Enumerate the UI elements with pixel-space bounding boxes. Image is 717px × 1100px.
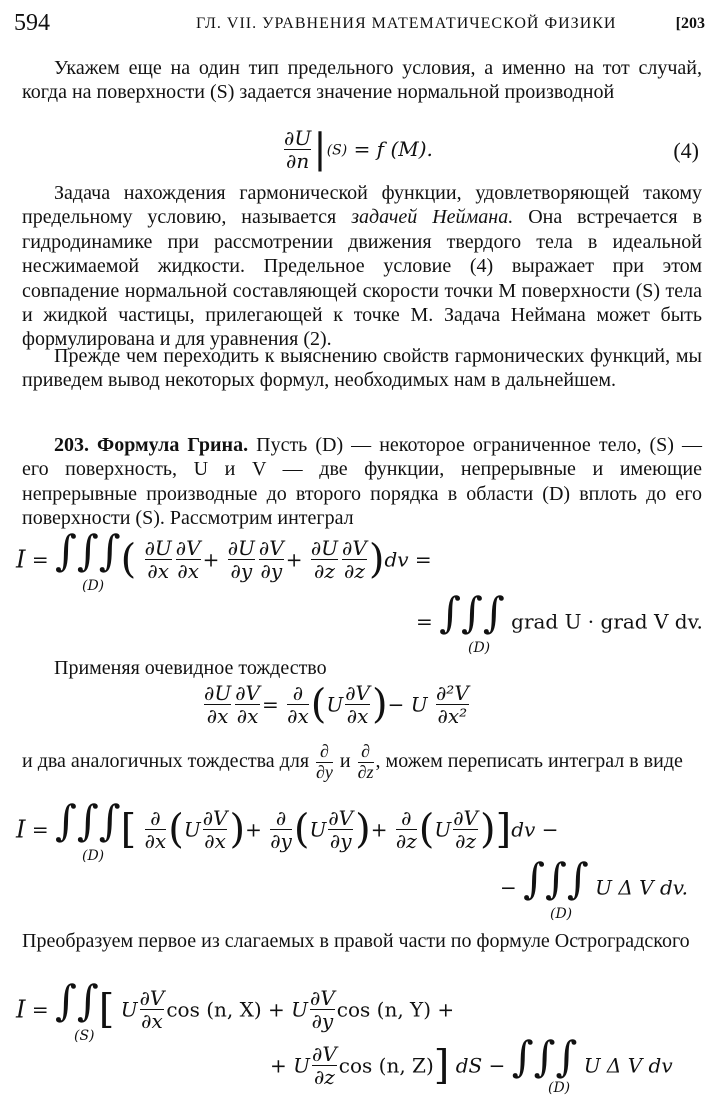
equation-ostrogradsky-cont: + U $\frac{\partial V}{\partial z}$ cos (n, Z)] dS − ∫∫∫ U Δ V dv (D) — [270, 1032, 673, 1096]
running-title: ГЛ. VII. УРАВНЕНИЯ МАТЕМАТИЧЕСКОЙ ФИЗИКИ — [196, 15, 617, 32]
equation-integral-I: I = ∫∫∫( $\frac{\partial U}{\partial x}$ $\frac{\partial V}{\partial x}$ + $\frac{\partial U}{\partial y}$ $\frac{\partial V}{\partial y}$ + $\frac{\partial U}{\partial z}$ $\frac{\partial V}{\partial z}$ )dv = (D) — [16, 526, 432, 594]
eq4-rhs: = f (M). — [353, 137, 433, 161]
paragraph-neumann-intro: Укажем еще на один тип предельного условия, а именно на тот случай, когда на поверхности (S) задается значение нормальной производной — [22, 57, 702, 104]
page-number: 594 — [14, 10, 50, 36]
equation-laplace-term: − ∫∫∫ U Δ V dv. (D) — [500, 854, 689, 922]
equation-number-4: (4) — [673, 138, 699, 163]
paragraph-ostrogradsky: Преобразуем первое из слагаемых в правой части по формуле Остроградского — [22, 930, 690, 952]
paragraph-apply: Применяя очевидное тождество — [54, 657, 327, 679]
equation-identity: $\frac{\partial U}{\partial x}$ $\frac{\partial V}{\partial x}$ = ∂ ∂x (U $\frac{\partial V}{\partial x}$ )− U $\frac{\text{∂²V}}{\text{∂x²}}$ — [204, 681, 469, 728]
section-203: 203. Формула Грина. Пусть (D) — некоторое ограниченное тело, (S) — его поверхность, U и V — две функции, непрерывные и имеющие непрерывные производные до второго порядка в области (D) вплоть до его поверхности (S). Рассмотрим интеграл — [22, 434, 702, 530]
subscript-s: (S) — [326, 142, 348, 159]
paragraph-two-identities: и два аналогичных тождества для ∂ ∂y и ∂ ∂z , можем переписать интеграл в виде — [22, 741, 683, 782]
paragraph-preface: Прежде чем переходить к выяснению свойств гармонических функций, мы приведем вывод некоторых формул, необходимых нам в дальнейшем. — [22, 345, 702, 392]
equation-rewritten: I = ∫∫∫[ ∂ ∂x (U $\frac{\partial V}{\partial x}$ )+ ∂ ∂y (U $\frac{\partial V}{\partial y}$ )+ ∂ ∂z (U $\frac{\partial V}{\partial z}$ )]dv − (D) — [16, 796, 559, 864]
section-number: [203 — [675, 15, 705, 32]
equation-4: $\frac{\partial U}{\partial n}$ |(S) = f (M). — [284, 125, 433, 173]
paragraph-neumann-problem: Задача нахождения гармонической функции, удовлетворяющей такому предельному условию, называется задачей Неймана. Она встречается в гидродинамике при рассмотрении движения твердого тела в идеальной несжимаемой жидкости. Предельное условие (4) выражает при этом совпадение нормальной составляющей скорости точки M поверхности (S) тела и жидкой частицы, прилегающей к точке M. Задача Неймана может быть формулирована и для уравнения (2). — [22, 182, 703, 351]
equation-grad: = ∫∫∫ grad U · grad V dv. (D) — [416, 588, 703, 656]
page-header — [14, 10, 705, 38]
equation-ostrogradsky: I = ∫∫[ U $\frac{\partial V}{\partial x}$ cos (n, X) + U $\frac{\partial V}{\partial y}$ cos (n, Y) + (S) — [16, 976, 455, 1044]
